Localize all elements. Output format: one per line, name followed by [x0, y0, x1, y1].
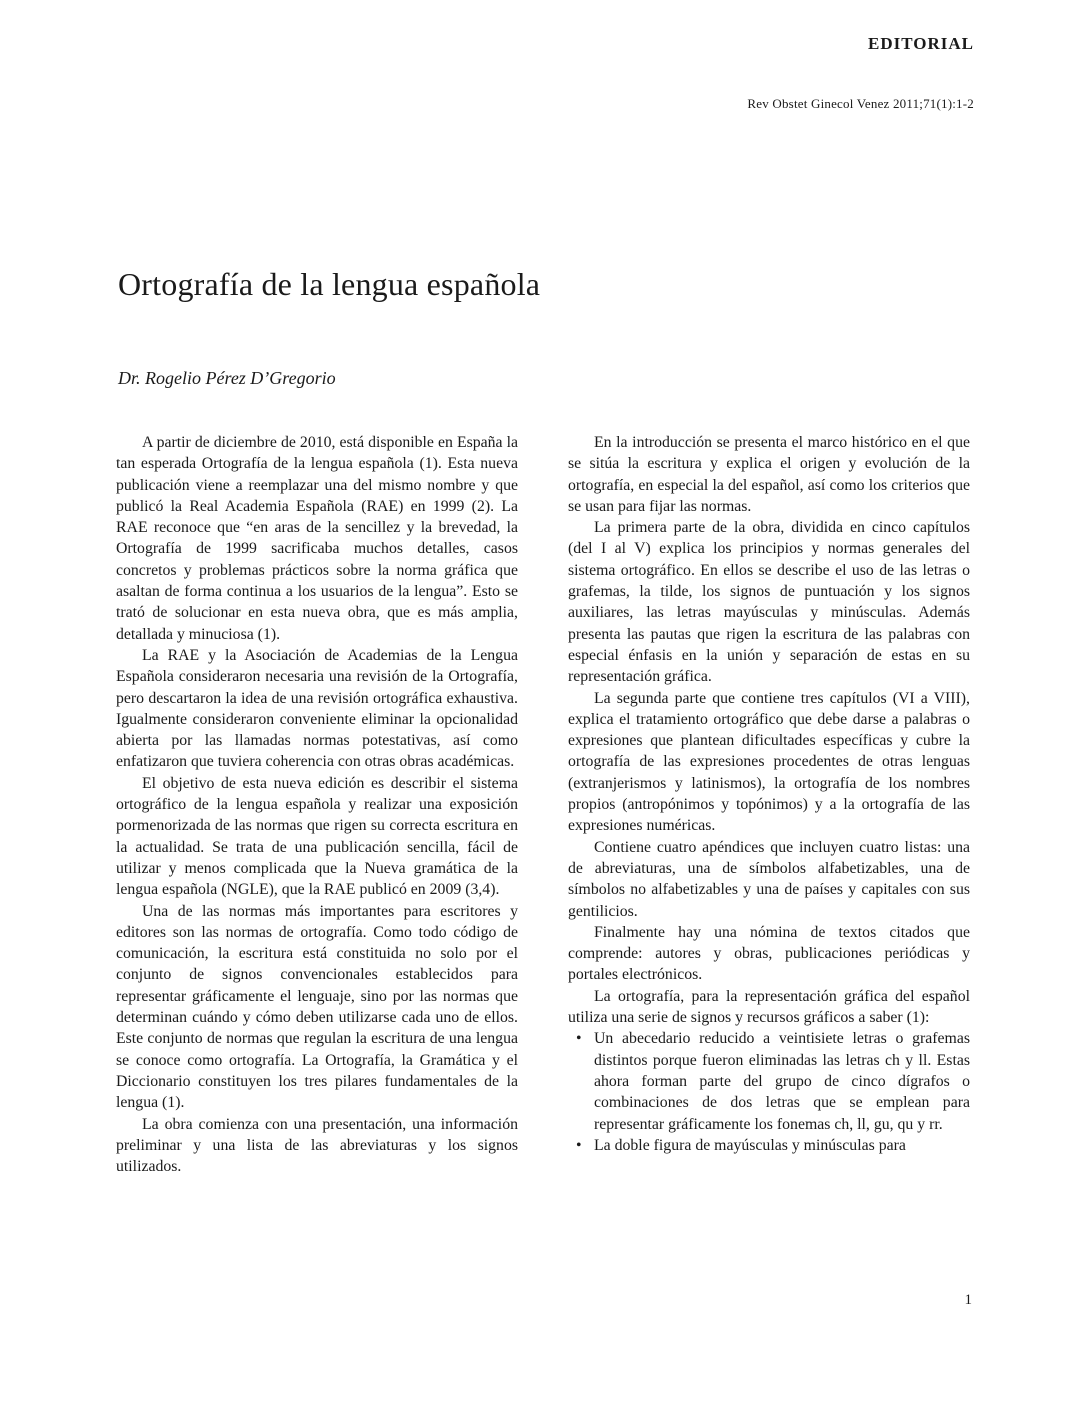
left-column — [116, 432, 518, 1177]
paragraph: La segunda parte que contiene tres capítulos (VI a VIII), explica el tratamiento ortográfico que debe darse a palabras o expresiones que plantean dificultades específicas y cubre la ortografía de las expresiones procedentes de otras lenguas (extranjerismos y latinismos), la ortografía de los nombres propios (antropónimos y topónimos) y a la ortografía de las expresiones numéricas. — [568, 689, 970, 835]
paragraph: A partir de diciembre de 2010, está disponible en España la tan esperada Ortografía de la lengua española (1). Esta nueva publicación viene a reemplazar una del mismo nombre y que publicó la Real Academia Española (RAE) en 1999 (2). La RAE reconoce que “en aras de la sencillez y la brevedad, la Ortografía de 1999 sacrificaba muchos detalles, casos concretos y problemas prácticos sobre la norma gráfica que asaltan de forma continua a los usuarios de la lengua”. Esto se trató de solucionar en esta nueva obra, que es más amplia, detallada y minuciosa (1). — [116, 434, 518, 643]
paragraph: El objetivo de esta nueva edición es describir el sistema ortográfico de la lengua española y realizar una exposición pormenorizada de las normas que rigen su correcta escritura en la actualidad. Se trata de una publicación sencilla, fácil de utilizar y menos complicada que la Nueva gramática de la lengua española (NGLE), que la RAE publicó en 2009 (3,4). — [116, 774, 518, 899]
paragraph: Finalmente hay una nómina de textos citados que comprende: autores y obras, publicaciones periódicas y portales electrónicos. — [568, 923, 970, 984]
article-author: Dr. Rogelio Pérez D’Gregorio — [118, 368, 336, 388]
journal-citation: Rev Obstet Ginecol Venez 2011;71(1):1-2 — [747, 96, 974, 111]
paragraph: La obra comienza con una presentación, una información preliminar y una lista de las abreviaturas y los signos utilizados. — [116, 1115, 518, 1176]
section-label: EDITORIAL — [868, 34, 974, 53]
bullet-icon: • — [576, 1136, 582, 1154]
article-title: Ortografía de la lengua española — [118, 266, 541, 302]
paragraph: En la introducción se presenta el marco histórico en el que se sitúa la escritura y explica el origen y evolución de la ortografía, en especial la del español, así como los criterios que se usan para fijar las normas. — [568, 434, 970, 515]
list-item — [568, 1135, 970, 1156]
paragraph: La primera parte de la obra, dividida en cinco capítulos (del I al V) explica los principios y normas generales del sistema ortográfico. En ellos se describe el uso de las letras o grafemas, la tilde, los signos de puntuación y los signos auxiliares, las letras mayúsculas y minúsculas. Además presenta las pautas que rigen la escritura de las palabras con especial énfasis en la unión y separación de estas en su representación gráfica. — [568, 519, 970, 686]
list-item-text: La doble figura de mayúsculas y minúsculas para — [594, 1136, 906, 1154]
paragraph: Contiene cuatro apéndices que incluyen cuatro listas: una de abreviaturas, una de símbolos alfabetizables, una de símbolos no alfabetizables y una de países y capitales con sus gentilicios. — [568, 838, 970, 920]
bullet-icon: • — [576, 1030, 582, 1048]
list-item — [568, 1028, 970, 1134]
paragraph: La ortografía, para la representación gráfica del español utiliza una serie de signos y recursos gráficos a saber (1): — [568, 987, 970, 1027]
list-item-text: Un abecedario reducido a veintisiete letras o grafemas distintos porque fueron eliminadas las letras ch y ll. Estas ahora forman parte del grupo de cinco dígrafos o combinaciones de dos letras que se emplean para representar gráficamente los fonemas ch, ll, gu, qu y rr. — [594, 1030, 970, 1133]
right-column — [568, 432, 970, 1156]
bullet-list — [568, 1028, 970, 1156]
paragraph: La RAE y la Asociación de Academias de la Lengua Española consideraron necesaria una revisión de la Ortografía, pero descartaron la idea de una revisión ortográfica exhaustiva. Igualmente consideraron conveniente eliminar la opcionalidad abierta por las llamadas normas potestativas, así como enfatizaron que tuviera coherencia con otras obras académicas. — [116, 646, 518, 771]
paragraph: Una de las normas más importantes para escritores y editores son las normas de ortografía. Como todo código de comunicación, la escritura está constituida no solo por el conjunto de signos convencionales establecidos para representar gráficamente el lenguaje, sino por las normas que determinan cuándo y cómo deben utilizarse cada uno de ellos. Este conjunto de normas que regulan la escritura de una lengua se conoce como ortografía. La Ortografía, la Gramática y el Diccionario constituyen los tres pilares fundamentales de la lengua (1). — [116, 902, 518, 1112]
page-number: 1 — [964, 1292, 972, 1308]
